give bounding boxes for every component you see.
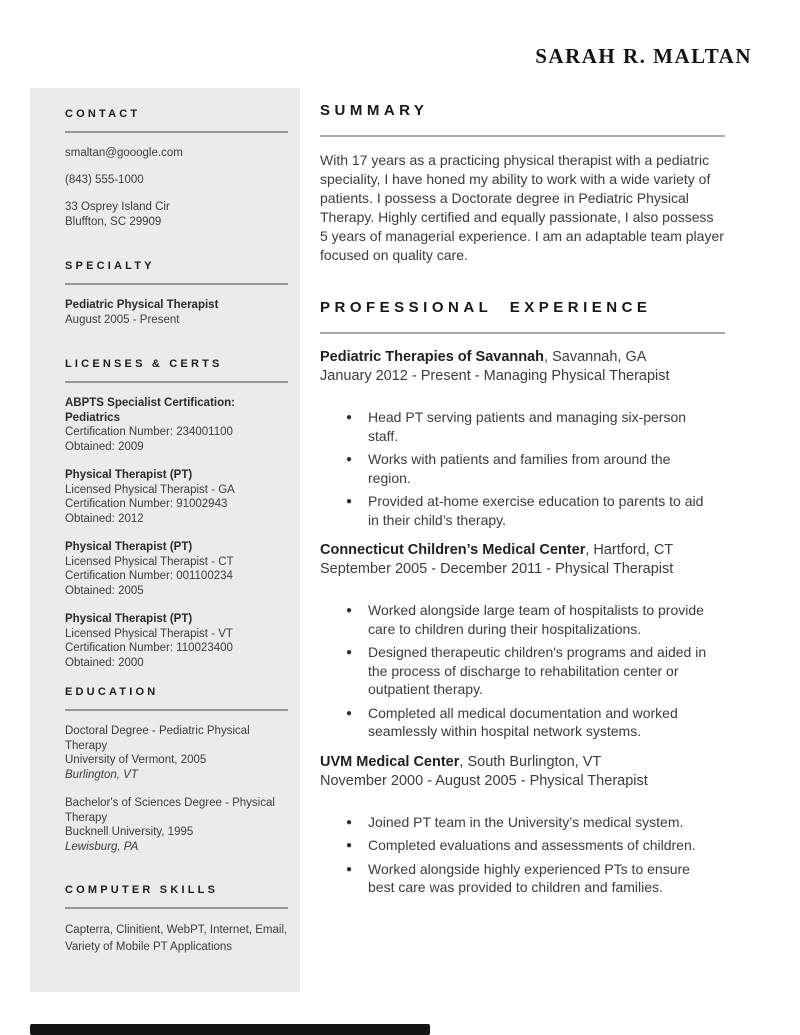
job-title-line: [320, 348, 725, 367]
sidebar: [30, 88, 300, 992]
job-entry: [320, 753, 725, 897]
experience-heading: PROFESSIONAL EXPERIENCE: [320, 299, 652, 316]
license-detail-line: Obtained: 2009: [65, 440, 144, 453]
license-entry: [65, 540, 288, 598]
school-location-text: Burlington, VT: [65, 768, 138, 781]
bullet-list: [320, 408, 725, 529]
bullet-item: ● Worked alongside highly experienced PTs to ensure best care was provided to children and families.: [320, 860, 725, 897]
license-detail-line: Obtained: 2012: [65, 512, 144, 525]
job-title-line: [320, 541, 725, 560]
licenses-heading: LICENSES & CERTS: [65, 358, 223, 370]
computer-skills-section: [65, 884, 288, 955]
license-entry: [65, 396, 288, 454]
address-line-1: 33 Osprey Island Cir: [65, 201, 170, 213]
section-divider: [65, 709, 288, 711]
experience-section: [320, 299, 725, 897]
license-detail-line: Certification Number: 234001100: [65, 426, 233, 438]
job-title-line: [320, 753, 725, 772]
specialty-dates: August 2005 - Present: [65, 314, 180, 326]
specialty-heading: SPECIALTY: [65, 260, 155, 272]
bullet-item: ● Completed all medical documentation and worked seamlessly within hospital network systems.: [320, 704, 725, 741]
license-detail-line: Licensed Physical Therapist - VT: [65, 627, 233, 640]
job-entry: [320, 348, 725, 529]
bullet-item: ● Provided at-home exercise education to parents to aid in their child’s therapy.: [320, 492, 725, 529]
bullet-item: ● Worked alongside large team of hospitalists to provide care to children during their hospitalizations.: [320, 601, 725, 638]
job-dates-role: September 2005 - December 2011 - Physical Therapist: [320, 561, 674, 577]
bullet-item: ● Designed therapeutic children's programs and aided in the process of discharge to rehabilitation center or outpatient therapy.: [320, 643, 725, 699]
license-title: Physical Therapist (PT): [65, 541, 193, 553]
computer-skills-text: Capterra, Clinitient, WebPT, Internet, Email, Variety of Mobile PT Applications: [65, 924, 288, 953]
bullet-list: [320, 601, 725, 741]
company-name: Pediatric Therapies of Savannah: [320, 349, 545, 365]
school-text: Bucknell University, 1995: [65, 826, 194, 838]
summary-section: [320, 102, 725, 265]
section-divider: [65, 283, 288, 285]
license-title: Physical Therapist (PT): [65, 469, 193, 481]
education-entry: [65, 796, 288, 854]
job-entry: [320, 541, 725, 741]
specialty-block: [65, 298, 288, 328]
license-detail-line: Certification Number: 91002943: [65, 498, 228, 510]
license-entry: [65, 468, 288, 526]
licenses-section: [65, 358, 288, 670]
education-entry: [65, 724, 288, 782]
education-heading: EDUCATION: [65, 686, 159, 698]
address-line-2: Bluffton, SC 29909: [65, 216, 162, 228]
license-detail-line: Certification Number: 001100234: [65, 570, 233, 582]
license-title: Physical Therapist (PT): [65, 613, 193, 625]
section-divider: [65, 907, 288, 909]
section-divider: [320, 135, 725, 137]
section-divider: [65, 131, 288, 133]
license-detail-line: Licensed Physical Therapist - CT: [65, 555, 234, 568]
contact-heading: CONTACT: [65, 108, 141, 120]
school-location-text: Lewisburg, PA: [65, 840, 139, 853]
specialty-section: [65, 260, 288, 328]
job-dates-role: November 2000 - August 2005 - Physical Therapist: [320, 772, 648, 789]
section-divider: [320, 332, 725, 334]
section-divider: [65, 381, 288, 383]
job-location: , South Burlington, VT: [459, 753, 602, 770]
summary-paragraph: With 17 years as a practicing physical therapist with a pediatric speciality, I have honed my ability to work with a wide variety of patients. I possess a Doctorate degree in Pediatric Physical Therapy. Highly certified and equally passionate, I also possess 5 years of managerial experience. I am an adaptable team player focused on quality care.: [320, 152, 724, 263]
school-text: University of Vermont, 2005: [65, 754, 207, 766]
license-entry: [65, 612, 288, 670]
computer-skills-heading: COMPUTER SKILLS: [65, 884, 219, 896]
bullet-item: ● Joined PT team in the University’s medical system.: [320, 813, 725, 832]
job-dates-role: January 2012 - Present - Managing Physical Therapist: [320, 368, 670, 384]
license-detail-line: Obtained: 2000: [65, 656, 144, 669]
license-title: ABPTS Specialist Certification: Pediatrics: [65, 397, 235, 424]
license-detail-line: Obtained: 2005: [65, 584, 144, 597]
job-location: , Savannah, GA: [544, 349, 647, 365]
company-name: Connecticut Children’s Medical Center: [320, 542, 586, 558]
degree-text: Doctoral Degree - Pediatric Physical Therapy: [65, 725, 250, 752]
phone-text: (843) 555-1000: [65, 174, 144, 186]
summary-heading: SUMMARY: [320, 102, 429, 119]
job-location: , Hartford, CT: [585, 542, 674, 558]
bullet-item: ● Works with patients and families from around the region.: [320, 450, 725, 487]
license-detail-line: Licensed Physical Therapist - GA: [65, 483, 235, 496]
company-name: UVM Medical Center: [320, 753, 460, 770]
bullet-list: [320, 813, 725, 897]
person-name: SARAH R. MALTAN: [535, 44, 752, 68]
license-detail-line: Certification Number: 110023400: [65, 642, 233, 654]
address-block: [65, 200, 288, 230]
education-section: [65, 686, 288, 854]
degree-text: Bachelor's of Sciences Degree - Physical Therapy: [65, 797, 275, 824]
specialty-role: Pediatric Physical Therapist: [65, 299, 219, 311]
main-column: [320, 102, 725, 902]
email-text: smaltan@gooogle.com: [65, 147, 183, 159]
contact-section: [65, 108, 288, 230]
footer-bar: [30, 1024, 430, 1035]
bullet-item: ● Head PT serving patients and managing six-person staff.: [320, 408, 725, 445]
bullet-item: ● Completed evaluations and assessments of children.: [320, 836, 725, 855]
